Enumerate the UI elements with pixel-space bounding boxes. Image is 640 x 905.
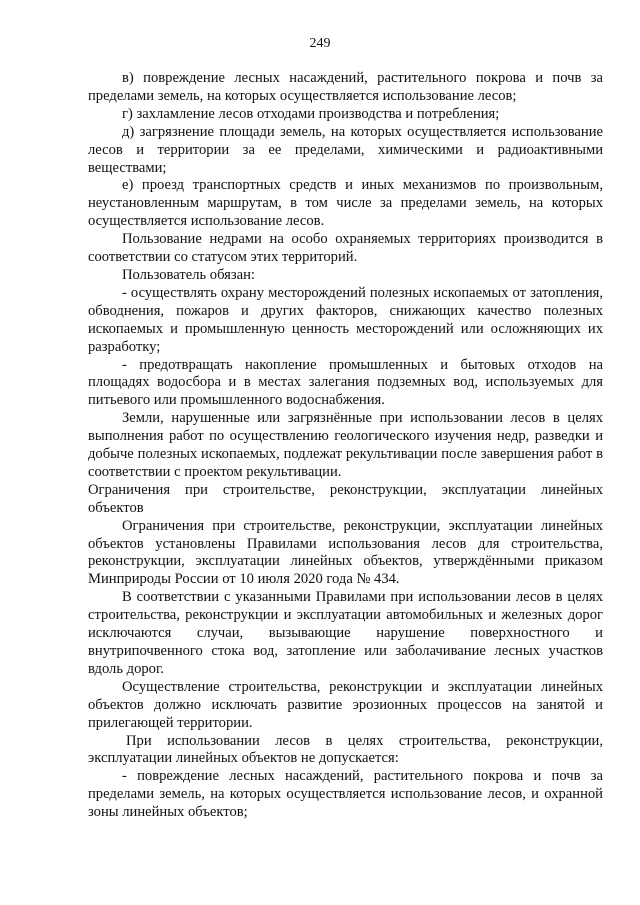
paragraph: В соответствии с указанными Правилами при использовании лесов в целях строительства, реконструкции и эксплуатации автомобильных и железных дорог исключаются случаи, вызывающие нарушение поверхностного и внутрипочвенного стока вод, затопление или заболачивание лесных участков вдоль дорог. <box>88 589 603 677</box>
paragraph: г) захламление лесов отходами производства и потребления; <box>122 105 500 122</box>
paragraph: Осуществление строительства, реконструкции и эксплуатации линейных объектов должно исключать развитие эрозионных процессов на занятой и прилегающей территории. <box>88 678 603 731</box>
paragraph: Пользователь обязан: <box>122 266 255 283</box>
section-heading: Ограничения при строительстве, реконструкции, эксплуатации линейных объектов <box>88 481 603 516</box>
page-number: 249 <box>309 36 331 51</box>
list-item: - повреждение лесных насаждений, растительного покрова и почв за пределами земель, на которых осуществляется использование лесов, и охранной зоны линейных объектов; <box>88 768 603 821</box>
paragraph: Земли, нарушенные или загрязнённые при использовании лесов в целях выполнения работ по осуществлению геологического изучения недр, разведки и добыче полезных ископаемых, подлежат рекультивации после завершения работ в соответствии с проектом рекультивации. <box>88 410 603 480</box>
list-item: - предотвращать накопление промышленных и бытовых отходов на площадях водосбора и в местах залегания подземных вод, используемых для питьевого или промышленного водоснабжения. <box>88 356 603 409</box>
paragraph: е) проезд транспортных средств и иных механизмов по произвольным, неустановленным маршрутам, в том числе за пределами земель, на которых осуществляется использование лесов. <box>88 177 603 230</box>
document-body <box>88 70 603 822</box>
paragraph: Пользование недрами на особо охраняемых территориях производится в соответствии со статусом этих территорий. <box>88 231 603 266</box>
list-item: - осуществлять охрану месторождений полезных ископаемых от затопления, обводнения, пожаров и других факторов, снижающих качество полезных ископаемых и промышленную ценность месторождений или осложняющих их разработку; <box>88 284 603 355</box>
paragraph: Ограничения при строительстве, реконструкции, эксплуатации линейных объектов установлены Правилами использования лесов для строительства, реконструкции, эксплуатации линейных объектов, утверждёнными приказом Минприроды России от 10 июля 2020 года № 434. <box>88 517 603 588</box>
paragraph: д) загрязнение площади земель, на которых осуществляется использование лесов и территории за ее пределами, химическими и радиоактивными веществами; <box>88 123 603 176</box>
paragraph: в) повреждение лесных насаждений, растительного покрова и почв за пределами земель, на которых осуществляется использование лесов; <box>88 70 603 104</box>
paragraph: При использовании лесов в целях строительства, реконструкции, эксплуатации линейных объектов не допускается: <box>88 732 603 767</box>
